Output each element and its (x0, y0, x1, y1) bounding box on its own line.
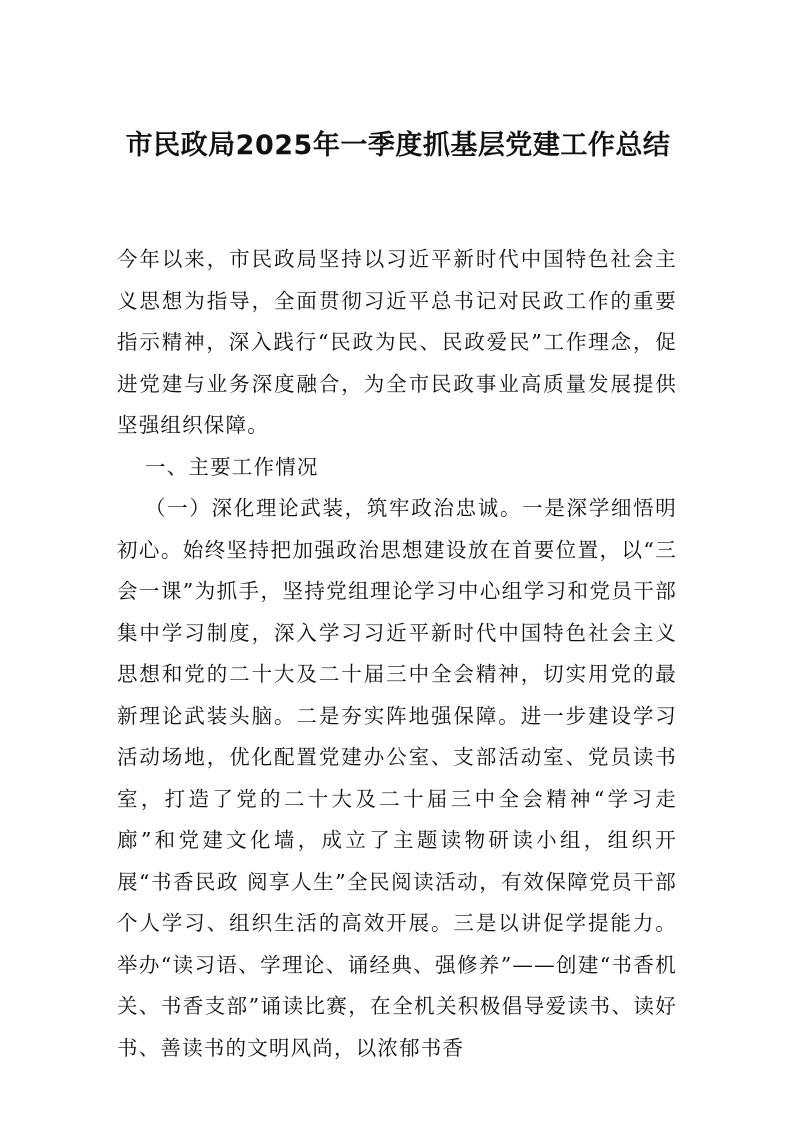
intro-paragraph: 今年以来，市民政局坚持以习近平新时代中国特色社会主义思想为指导，全面贯彻习近平总书记对民政工作的重要指示精神，深入践行“民政为民、民政爱民”工作理念，促进党建与业务深度融合，为全市民政事业高质量发展提供坚强组织保障。 (117, 247, 677, 437)
document-title: 市民政局2025年一季度抓基层党建工作总结 (125, 130, 671, 161)
document-body (117, 239, 677, 1069)
section-heading: 一、主要工作情况 (145, 454, 319, 479)
section-paragraph: （一）深化理论武装，筑牢政治忠诚。一是深学细悟明初心。始终坚持把加强政治思想建设放在首要位置，以“三会一课”为抓手，坚持党组理论学习中心组学习和党员干部集中学习制度，深入学习习近平新时代中国特色社会主义思想和党的二十大及二十届三中全会精神，切实用党的最新理论武装头脑。二是夯实阵地强保障。进一步建设学习活动场地，优化配置党建办公室、支部活动室、党员读书室，打造了党的二十大及二十届三中全会精神“学习走廊”和党建文化墙，成立了主题读物研读小组，组织开展“书香民政 阅享人生”全民阅读活动，有效保障党员干部个人学习、组织生活的高效开展。三是以讲促学提能力。举办“读习语、学理论、诵经典、强修养”——创建“书香机关、书香支部”诵读比赛，在全机关积极倡导爱读书、读好书、善读书的文明风尚，以浓郁书香 (117, 496, 677, 1060)
